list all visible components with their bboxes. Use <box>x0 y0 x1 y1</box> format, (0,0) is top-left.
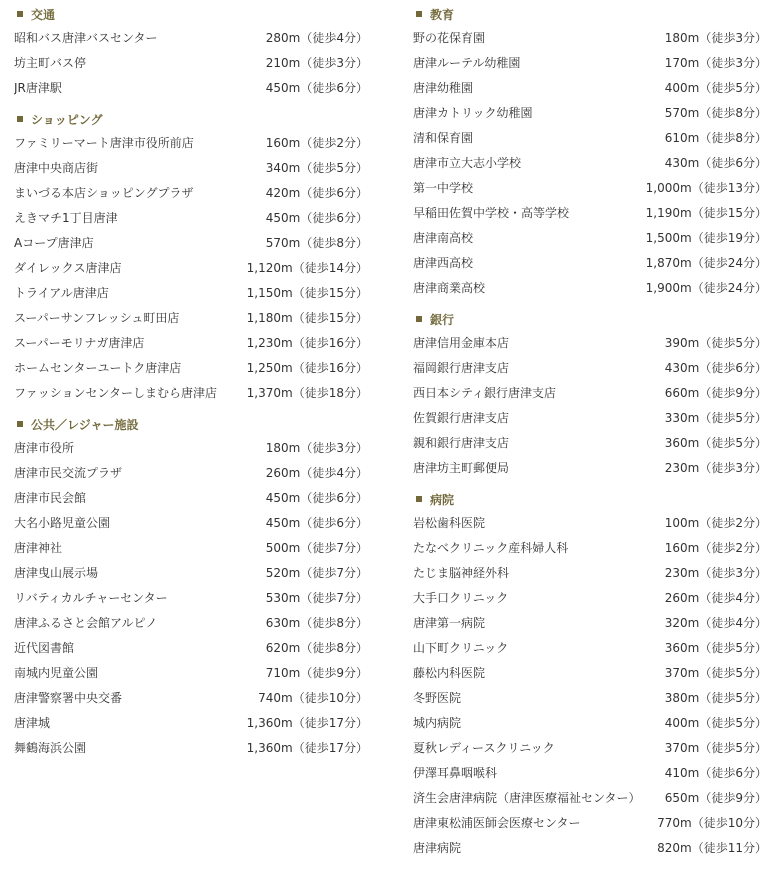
right-column <box>399 0 769 860</box>
facility-row <box>399 610 769 635</box>
facility-row <box>0 610 370 635</box>
facility-row <box>0 380 370 405</box>
facility-distance: 770m（徒歩10分） <box>657 816 767 830</box>
facility-row <box>399 275 769 300</box>
facility-name: 昭和バス唐津バスセンター <box>14 31 158 45</box>
facility-name: たなべクリニック産科婦人科 <box>413 541 569 555</box>
facility-distance: 660m（徒歩9分） <box>664 386 767 400</box>
facility-row <box>399 355 769 380</box>
facility-name: 唐津ふるさと会館アルピノ <box>14 616 158 630</box>
category-heading <box>0 0 370 25</box>
facility-name: 唐津ルーテル幼稚園 <box>413 56 521 70</box>
facility-row <box>0 510 370 535</box>
facility-row <box>399 455 769 480</box>
facility-distance: 180m（徒歩3分） <box>664 31 767 45</box>
square-bullet-icon <box>17 116 23 122</box>
facility-row <box>399 785 769 810</box>
facility-name: 舞鶴海浜公園 <box>14 741 87 755</box>
facility-distance: 160m（徒歩2分） <box>265 136 368 150</box>
facility-row <box>399 760 769 785</box>
left-column <box>0 0 370 760</box>
facility-row <box>0 535 370 560</box>
facility-distance: 390m（徒歩5分） <box>664 336 767 350</box>
category-section <box>399 485 769 860</box>
facility-distance: 210m（徒歩3分） <box>265 56 368 70</box>
facility-name: スーパーサンフレッシュ町田店 <box>14 311 180 325</box>
facility-distance: 450m（徒歩6分） <box>265 211 368 225</box>
facility-distance: 1,870m（徒歩24分） <box>645 256 767 270</box>
facility-name: 早稲田佐賀中学校・高等学校 <box>413 206 570 220</box>
facility-row <box>0 585 370 610</box>
facility-name: 冬野医院 <box>413 691 462 705</box>
facility-row <box>399 560 769 585</box>
facility-row <box>399 25 769 50</box>
facility-name: 済生会唐津病院（唐津医療福祉センター） <box>413 791 641 805</box>
facility-distance: 430m（徒歩6分） <box>664 361 767 375</box>
facility-row <box>0 635 370 660</box>
facility-name: 夏秋レディースクリニック <box>413 741 555 755</box>
facility-distance: 1,190m（徒歩15分） <box>645 206 767 220</box>
facility-distance: 370m（徒歩5分） <box>664 666 767 680</box>
facility-distance: 710m（徒歩9分） <box>265 666 368 680</box>
facility-row <box>0 205 370 230</box>
facility-name: 唐津商業高校 <box>413 281 486 295</box>
facility-distance: 500m（徒歩7分） <box>265 541 368 555</box>
facility-distance: 1,120m（徒歩14分） <box>246 261 368 275</box>
facility-name: ホームセンターユートク唐津店 <box>14 361 182 375</box>
category-heading <box>399 305 769 330</box>
facility-row <box>399 710 769 735</box>
facility-name: 唐津曳山展示場 <box>14 566 99 580</box>
facility-name: 大手口クリニック <box>413 591 509 605</box>
facility-distance: 380m（徒歩5分） <box>664 691 767 705</box>
facility-distance: 820m（徒歩11分） <box>657 841 767 855</box>
facility-distance: 450m（徒歩6分） <box>265 516 368 530</box>
facility-distance: 400m（徒歩5分） <box>664 81 767 95</box>
facility-distance: 570m（徒歩8分） <box>265 236 368 250</box>
square-bullet-icon <box>416 496 422 502</box>
facility-name: 唐津東松浦医師会医療センター <box>413 816 581 830</box>
category-title: 教育 <box>430 7 455 22</box>
facility-row <box>0 130 370 155</box>
facility-distance: 280m（徒歩4分） <box>265 31 368 45</box>
facility-row <box>399 250 769 275</box>
facility-row <box>399 330 769 355</box>
facility-row <box>399 50 769 75</box>
facility-name: 野の花保育園 <box>413 31 486 45</box>
facility-distance: 450m（徒歩6分） <box>265 81 368 95</box>
facility-distance: 400m（徒歩5分） <box>664 716 767 730</box>
facility-distance: 430m（徒歩6分） <box>664 156 767 170</box>
facility-row <box>399 510 769 535</box>
facility-name: 唐津カトリック幼稚園 <box>413 106 533 120</box>
facility-distance: 620m（徒歩8分） <box>265 641 368 655</box>
facility-distance: 1,360m（徒歩17分） <box>246 741 368 755</box>
facility-name: 唐津坊主町郵便局 <box>413 461 510 475</box>
facility-name: 唐津南高校 <box>413 231 474 245</box>
facility-name: ダイレックス唐津店 <box>14 261 122 275</box>
facility-row <box>399 835 769 860</box>
facility-name: 親和銀行唐津支店 <box>413 436 510 450</box>
facility-row <box>0 330 370 355</box>
facility-name: 南城内児童公園 <box>14 666 99 680</box>
category-title: 交通 <box>31 7 56 22</box>
facility-row <box>399 635 769 660</box>
facility-row <box>399 685 769 710</box>
facility-distance: 1,000m（徒歩13分） <box>645 181 767 195</box>
facility-name: 大名小路児童公園 <box>14 516 111 530</box>
facility-distance: 360m（徒歩5分） <box>664 641 767 655</box>
facility-name: 唐津警察署中央交番 <box>14 691 123 705</box>
facility-name: 城内病院 <box>413 716 462 730</box>
facility-distance: 630m（徒歩8分） <box>265 616 368 630</box>
facility-row <box>399 810 769 835</box>
facility-distance: 450m（徒歩6分） <box>265 491 368 505</box>
category-section <box>0 105 370 405</box>
facility-distance: 520m（徒歩7分） <box>265 566 368 580</box>
facility-distance: 340m（徒歩5分） <box>265 161 368 175</box>
facility-row <box>0 460 370 485</box>
facility-name: 唐津神社 <box>14 541 63 555</box>
facility-name: 西日本シティ銀行唐津支店 <box>413 386 557 400</box>
category-heading <box>399 485 769 510</box>
facility-name: スーパーモリナガ唐津店 <box>14 336 145 350</box>
facility-name: Aコープ唐津店 <box>14 236 94 250</box>
facility-name: 唐津信用金庫本店 <box>413 336 510 350</box>
facility-distance: 320m（徒歩4分） <box>664 616 767 630</box>
facility-name: JR唐津駅 <box>14 81 62 95</box>
facility-row <box>399 430 769 455</box>
category-title: 公共／レジャー施設 <box>31 417 139 432</box>
facility-name: 伊澤耳鼻咽喉科 <box>413 766 498 780</box>
facility-row <box>0 180 370 205</box>
facility-distance: 570m（徒歩8分） <box>664 106 767 120</box>
facility-name: 唐津病院 <box>413 841 462 855</box>
category-heading <box>0 105 370 130</box>
facility-distance: 230m（徒歩3分） <box>664 566 767 580</box>
facility-distance: 260m（徒歩4分） <box>265 466 368 480</box>
facility-row <box>0 50 370 75</box>
facility-row <box>0 435 370 460</box>
facility-distance: 170m（徒歩3分） <box>664 56 767 70</box>
facility-distance: 160m（徒歩2分） <box>664 541 767 555</box>
category-heading <box>0 410 370 435</box>
square-bullet-icon <box>17 421 23 427</box>
facility-row <box>399 75 769 100</box>
facility-row <box>0 255 370 280</box>
facility-distance: 100m（徒歩2分） <box>664 516 767 530</box>
category-section <box>0 410 370 760</box>
facility-name: 坊主町バス停 <box>14 56 87 70</box>
facility-row <box>399 660 769 685</box>
facility-distance: 1,370m（徒歩18分） <box>246 386 368 400</box>
facility-name: 藤松内科医院 <box>413 666 486 680</box>
facility-row <box>399 585 769 610</box>
facility-row <box>0 735 370 760</box>
facility-name: 唐津幼稚園 <box>413 81 474 95</box>
facility-name: えきマチ1丁目唐津 <box>14 211 118 225</box>
square-bullet-icon <box>17 11 23 17</box>
facility-name: 唐津市民会館 <box>14 491 87 505</box>
facility-distance: 650m（徒歩9分） <box>664 791 767 805</box>
facility-name: ファッションセンターしまむら唐津店 <box>14 386 218 400</box>
facility-distance: 410m（徒歩6分） <box>664 766 767 780</box>
facility-distance: 230m（徒歩3分） <box>664 461 767 475</box>
facility-distance: 420m（徒歩6分） <box>265 186 368 200</box>
category-title: 病院 <box>430 492 455 507</box>
facility-row <box>0 155 370 180</box>
category-section <box>399 305 769 480</box>
facility-name: まいづる本店ショッピングプラザ <box>14 186 194 200</box>
facility-distance: 1,250m（徒歩16分） <box>246 361 368 375</box>
facility-distance: 610m（徒歩8分） <box>664 131 767 145</box>
facility-row <box>0 560 370 585</box>
facility-row <box>399 380 769 405</box>
facility-row <box>0 485 370 510</box>
facility-row <box>399 175 769 200</box>
category-title: ショッピング <box>31 112 103 127</box>
facility-name: 近代図書館 <box>14 641 75 655</box>
facility-row <box>0 710 370 735</box>
facility-name: ファミリーマート唐津市役所前店 <box>14 136 194 150</box>
facility-distance: 530m（徒歩7分） <box>265 591 368 605</box>
facility-row <box>0 355 370 380</box>
square-bullet-icon <box>416 316 422 322</box>
facility-row <box>399 100 769 125</box>
facility-name: 清和保育園 <box>413 131 474 145</box>
facility-row <box>399 405 769 430</box>
category-section <box>399 0 769 300</box>
facility-row <box>399 150 769 175</box>
facility-name: たじま脳神経外科 <box>413 566 510 580</box>
facility-distance: 180m（徒歩3分） <box>265 441 368 455</box>
facility-row <box>0 75 370 100</box>
facility-row <box>399 535 769 560</box>
facility-name: 第一中学校 <box>413 181 474 195</box>
facility-row <box>399 125 769 150</box>
facility-row <box>399 225 769 250</box>
facility-name: 佐賀銀行唐津支店 <box>413 411 510 425</box>
facility-name: 山下町クリニック <box>413 641 509 655</box>
facility-distance: 1,230m（徒歩16分） <box>246 336 368 350</box>
square-bullet-icon <box>416 11 422 17</box>
facility-name: 唐津市役所 <box>14 441 75 455</box>
category-section <box>0 0 370 100</box>
facility-distance: 1,180m（徒歩15分） <box>246 311 368 325</box>
facility-distance: 370m（徒歩5分） <box>664 741 767 755</box>
facility-distance: 1,360m（徒歩17分） <box>246 716 368 730</box>
facility-name: 唐津第一病院 <box>413 616 486 630</box>
facility-name: 唐津西高校 <box>413 256 474 270</box>
facility-row <box>0 660 370 685</box>
facility-row <box>0 685 370 710</box>
facility-row <box>399 200 769 225</box>
facility-name: 岩松歯科医院 <box>413 516 486 530</box>
facility-distance: 330m（徒歩5分） <box>664 411 767 425</box>
facility-name: 唐津市民交流プラザ <box>14 466 123 480</box>
facility-name: 福岡銀行唐津支店 <box>413 361 510 375</box>
facility-distance: 740m（徒歩10分） <box>258 691 368 705</box>
facility-row <box>0 305 370 330</box>
facility-name: 唐津市立大志小学校 <box>413 156 522 170</box>
category-title: 銀行 <box>430 312 455 327</box>
facility-distance: 1,150m（徒歩15分） <box>246 286 368 300</box>
facility-name: 唐津中央商店街 <box>14 161 99 175</box>
facility-row <box>0 280 370 305</box>
facility-row <box>0 230 370 255</box>
facility-name: 唐津城 <box>14 716 51 730</box>
facility-name: トライアル唐津店 <box>14 286 109 300</box>
facility-name: リバティカルチャーセンター <box>14 591 168 605</box>
facility-distance: 360m（徒歩5分） <box>664 436 767 450</box>
facility-distance: 1,500m（徒歩19分） <box>645 231 767 245</box>
facility-distance: 1,900m（徒歩24分） <box>645 281 767 295</box>
facility-row <box>0 25 370 50</box>
facility-distance: 260m（徒歩4分） <box>664 591 767 605</box>
category-heading <box>399 0 769 25</box>
facility-row <box>399 735 769 760</box>
